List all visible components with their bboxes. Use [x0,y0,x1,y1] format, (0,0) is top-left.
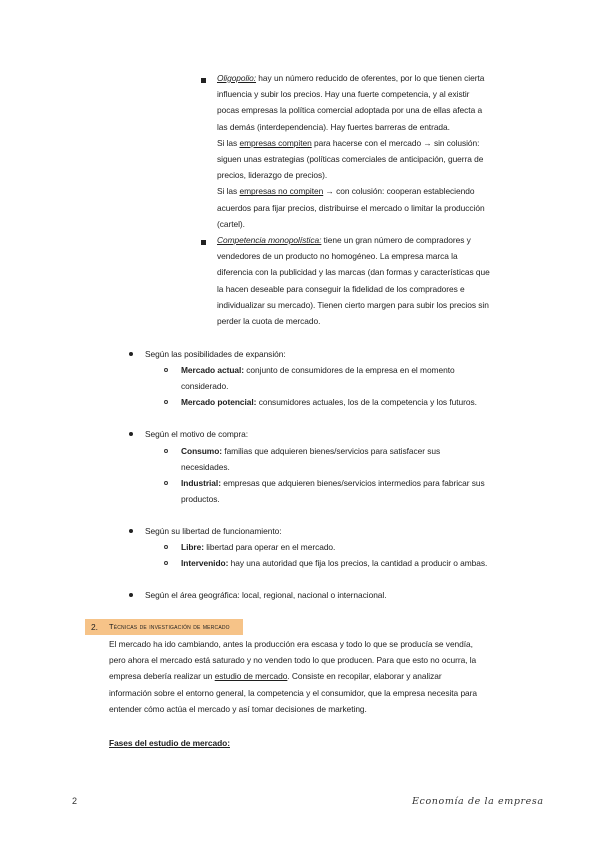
mercado-potencial-item: Mercado potencial: consumidores actuales, los de la competencia y los futuros. [181,397,477,407]
square-bullet-icon [201,240,206,245]
footer-title: Economía de la empresa [412,796,544,807]
oligopolio-item: Oligopolio: hay un número reducido de oferentes, por lo que tienen cierta influencia y subir los precios. Hay una fuerte competencia, y al existir pocas empresas la política comercial adoptada por una de ellas afecta a las demás (interdependencia). Hay fuertes barreras de entrada. Si las empresas compiten para hacerse con el mercado → sin colusión: siguen unas estrategias (políticas comerciales de anticipación, guerra de precios, liderazgo de precios). Si las empresas no compiten → con colusión: cooperan estableciendo acuerdos para fijar precios, distribuirse el mercado o limitar la producción (cartel). [217,73,485,229]
circle-bullet-icon [164,368,168,372]
industrial-item: Industrial: empresas que adquieren bienes/servicios intermedios para fabricar sus productos. [181,478,485,505]
motivo-label: Según el motivo de compra: [145,429,248,439]
bullet-icon [129,352,133,356]
mercado-actual-item: Mercado actual: conjunto de consumidores de la empresa en el momento considerado. [181,365,455,392]
circle-bullet-icon [164,481,168,485]
square-bullet-icon [201,78,206,83]
page-number: 2 [72,796,78,806]
circle-bullet-icon [164,545,168,549]
competencia-term: Competencia monopolística: [217,235,322,245]
intro-paragraph: El mercado ha ido cambiando, antes la producción era escasa y todo lo que se producía se vendía, pero ahora el mercado está saturado y no venden todo lo que producen. Para que esto no ocurra, la empresa debería realizar un estudio de mercado. Consiste en recopilar, elaborar y analizar información sobre el entorno general, la competencia y el consumidor, que la empresa necesita para entender cómo actúa el mercado y así tomar decisiones de marketing. [109,639,478,714]
libertad-label: Según su libertad de funcionamiento: [145,526,282,536]
fases-heading: Fases del estudio de mercado: [109,738,230,748]
circle-bullet-icon [164,400,168,404]
section-number: 2. [91,622,98,632]
geografica-label: Según el área geográfica: local, regional, nacional o internacional. [145,590,387,600]
circle-bullet-icon [164,449,168,453]
consumo-item: Consumo: familias que adquieren bienes/servicios para satisfacer sus necesidades. [181,446,441,473]
expansion-label: Según las posibilidades de expansión: [145,349,286,359]
bullet-icon [129,529,133,533]
libre-item: Libre: libertad para operar en el mercado. [181,542,336,552]
bullet-icon [129,593,133,597]
section-title: Técnicas de investigación de mercado [109,622,230,631]
bullet-icon [129,432,133,436]
intervenido-item: Intervenido: hay una autoridad que fija los precios, la cantidad a producir o ambas. [181,558,488,568]
circle-bullet-icon [164,561,168,565]
competencia-item: Competencia monopolística: tiene un gran número de compradores y vendedores de un producto no homogéneo. La empresa marca la diferencia con la publicidad y las marcas (dan formas y características que la hacen deseable para conseguir la fidelidad de los compradores e individualizar su mercado). Tienen cierto margen para subir los precios sin perder la cuota de mercado. [217,235,490,327]
oligopolio-term: Oligopolio: [217,73,257,83]
